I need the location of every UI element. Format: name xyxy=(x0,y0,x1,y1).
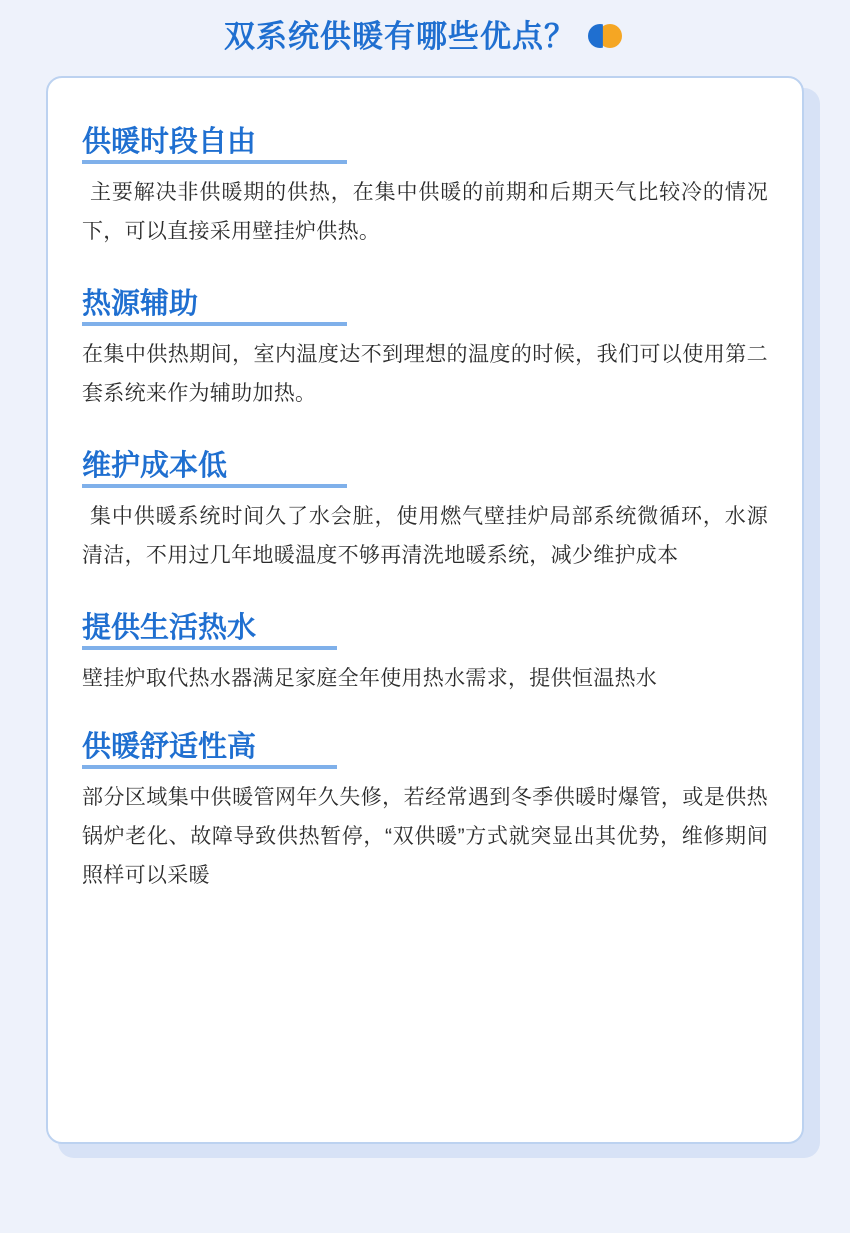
section-domestic-hot-water xyxy=(82,610,768,699)
section-body: 在集中供热期间，室内温度达不到理想的温度的时候，我们可以使用第二套系统来作为辅助加热。 xyxy=(82,343,768,406)
section-heat-source-assist xyxy=(82,286,768,414)
section-heading: 提供生活热水 xyxy=(82,610,256,650)
section-low-maintenance-cost xyxy=(82,448,768,576)
page-header xyxy=(0,0,850,72)
section-heating-schedule xyxy=(82,124,768,252)
section-heading: 供暖舒适性高 xyxy=(82,729,256,769)
section-comfort xyxy=(82,729,768,896)
section-body: 主要解决非供暖期的供热，在集中供暖的前期和后期天气比较冷的情况下，可以直接采用壁挂炉供热。 xyxy=(82,181,768,244)
section-body: 集中供暖系统时间久了水会脏，使用燃气壁挂炉局部系统微循环，水源清洁，不用过几年地暖温度不够再清洗地暖系统，减少维护成本 xyxy=(82,505,768,567)
section-heading: 供暖时段自由 xyxy=(82,124,256,164)
section-body: 部分区域集中供暖管网年久失修，若经常遇到冬季供暖时爆管，或是供热锅炉老化、故障导致供热暂停，“双供暖”方式就突显出其优势，维修期间照样可以采暖 xyxy=(82,786,768,887)
section-heading: 维护成本低 xyxy=(82,448,227,488)
decorative-dots xyxy=(586,22,626,50)
content-card xyxy=(46,76,804,1144)
section-body: 壁挂炉取代热水器满足家庭全年使用热水需求，提供恒温热水 xyxy=(82,667,658,691)
section-heading: 热源辅助 xyxy=(82,286,198,326)
page-title: 双系统供暖有哪些优点？ xyxy=(224,18,576,54)
